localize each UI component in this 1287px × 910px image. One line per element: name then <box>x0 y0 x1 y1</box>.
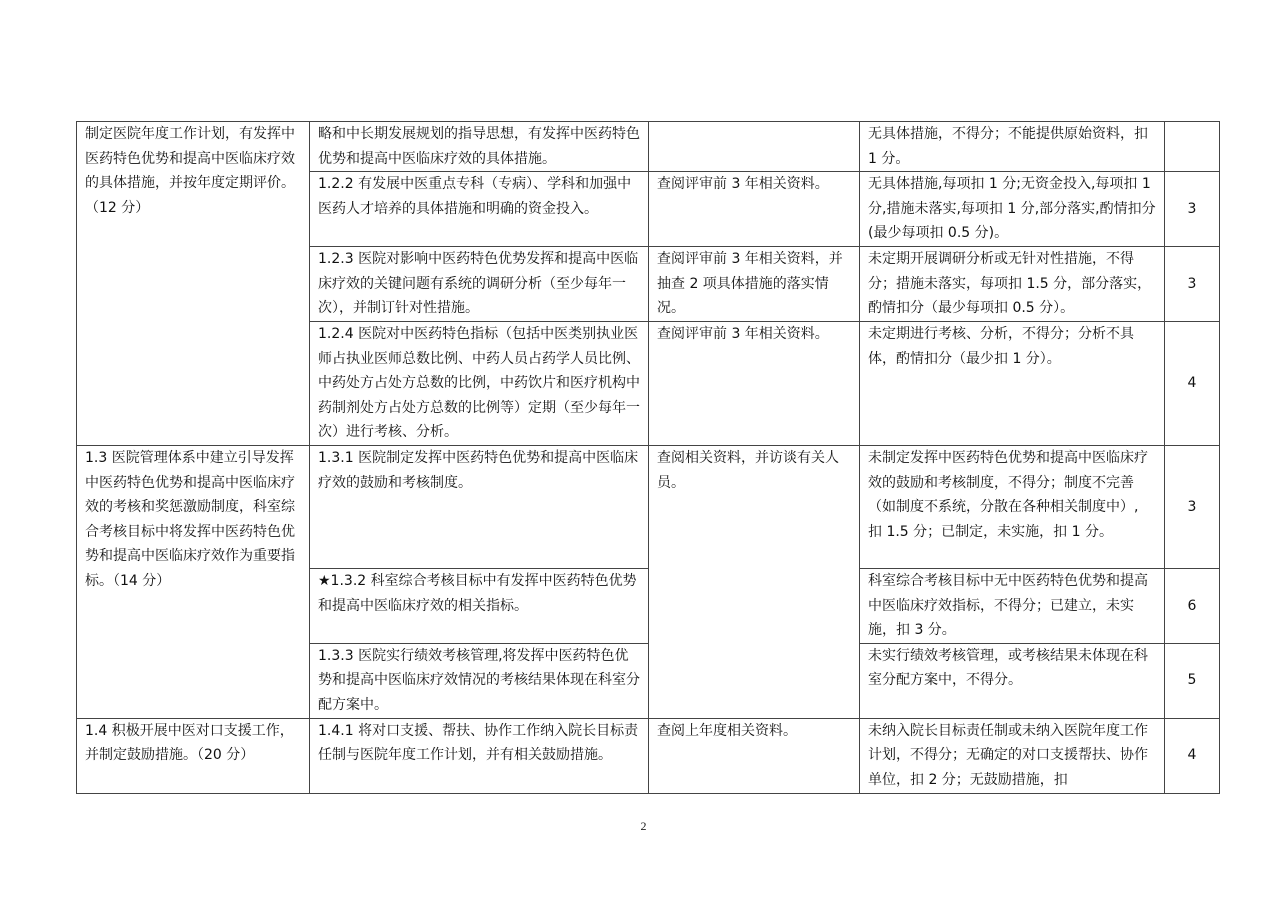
score-cell: 4 <box>1165 718 1220 793</box>
score-cell: 4 <box>1165 321 1220 445</box>
content-cell: 1.2.4 医院对中医药特色指标（包括中医类别执业医师占执业医师总数比例、中药人员占药学人员比例、中药处方占处方总数的比例，中药饮片和医疗机构中药制剂处方占处方总数的比例等）定期（至少每年一次）进行考核、分析。 <box>310 321 649 445</box>
method-cell: 查阅相关资料，并访谈有关人员。 <box>649 445 860 718</box>
score-cell: 5 <box>1165 643 1220 718</box>
page-number: 2 <box>640 819 647 833</box>
method-cell <box>649 122 860 172</box>
score-cell <box>1165 122 1220 172</box>
standard-cell: 未实行绩效考核管理，或考核结果未体现在科室分配方案中，不得分。 <box>860 643 1165 718</box>
content-cell: 1.4.1 将对口支援、帮扶、协作工作纳入院长目标责任制与医院年度工作计划，并有相关鼓励措施。 <box>310 718 649 793</box>
content-cell: 1.3.3 医院实行绩效考核管理,将发挥中医药特色优势和提高中医临床疗效情况的考核结果体现在科室分配方案中。 <box>310 643 649 718</box>
method-cell: 查阅评审前 3 年相关资料，并抽查 2 项具体措施的落实情况。 <box>649 247 860 322</box>
content-cell: 略和中长期发展规划的指导思想，有发挥中医药特色优势和提高中医临床疗效的具体措施。 <box>310 122 649 172</box>
score-cell: 3 <box>1165 445 1220 568</box>
evaluation-table <box>76 121 1220 794</box>
standard-cell: 未制定发挥中医药特色优势和提高中医临床疗效的鼓励和考核制度，不得分；制度不完善（如制度不系统，分散在各种相关制度中）, 扣 1.5 分；已制定，未实施，扣 1 分。 <box>860 445 1165 568</box>
standard-cell: 未定期进行考核、分析，不得分；分析不具体，酌情扣分（最少扣 1 分）。 <box>860 321 1165 445</box>
table-row <box>77 445 1220 568</box>
table-row <box>77 718 1220 793</box>
standard-cell: 无具体措施,每项扣 1 分;无资金投入,每项扣 1 分,措施未落实,每项扣 1 分,部分落实,酌情扣分(最少每项扣 0.5 分)。 <box>860 172 1165 247</box>
score-cell: 6 <box>1165 568 1220 643</box>
method-cell: 查阅上年度相关资料。 <box>649 718 860 793</box>
score-cell: 3 <box>1165 172 1220 247</box>
score-cell: 3 <box>1165 247 1220 322</box>
item-cell: 1.3 医院管理体系中建立引导发挥中医药特色优势和提高中医临床疗效的考核和奖惩激励制度，科室综合考核目标中将发挥中医药特色优势和提高中医临床疗效作为重要指标。（14 分） <box>77 445 310 718</box>
method-cell: 查阅评审前 3 年相关资料。 <box>649 321 860 445</box>
item-cell: 制定医院年度工作计划，有发挥中医药特色优势和提高中医临床疗效的具体措施，并按年度定期评价。（12 分） <box>77 122 310 446</box>
content-cell: 1.2.2 有发展中医重点专科（专病）、学科和加强中医药人才培养的具体措施和明确的资金投入。 <box>310 172 649 247</box>
content-cell: 1.2.3 医院对影响中医药特色优势发挥和提高中医临床疗效的关键问题有系统的调研分析（至少每年一次），并制订针对性措施。 <box>310 247 649 322</box>
standard-cell: 未纳入院长目标责任制或未纳入医院年度工作计划，不得分；无确定的对口支援帮扶、协作单位，扣 2 分；无鼓励措施，扣 <box>860 718 1165 793</box>
standard-cell: 无具体措施，不得分；不能提供原始资料，扣 1 分。 <box>860 122 1165 172</box>
table-row <box>77 122 1220 172</box>
item-cell: 1.4 积极开展中医对口支援工作，并制定鼓励措施。（20 分） <box>77 718 310 793</box>
content-cell: ★1.3.2 科室综合考核目标中有发挥中医药特色优势和提高中医临床疗效的相关指标。 <box>310 568 649 643</box>
standard-cell: 科室综合考核目标中无中医药特色优势和提高中医临床疗效指标，不得分；已建立，未实施，扣 3 分。 <box>860 568 1165 643</box>
content-cell: 1.3.1 医院制定发挥中医药特色优势和提高中医临床疗效的鼓励和考核制度。 <box>310 445 649 568</box>
method-cell: 查阅评审前 3 年相关资料。 <box>649 172 860 247</box>
standard-cell: 未定期开展调研分析或无针对性措施，不得分；措施未落实，每项扣 1.5 分，部分落实，酌情扣分（最少每项扣 0.5 分）。 <box>860 247 1165 322</box>
